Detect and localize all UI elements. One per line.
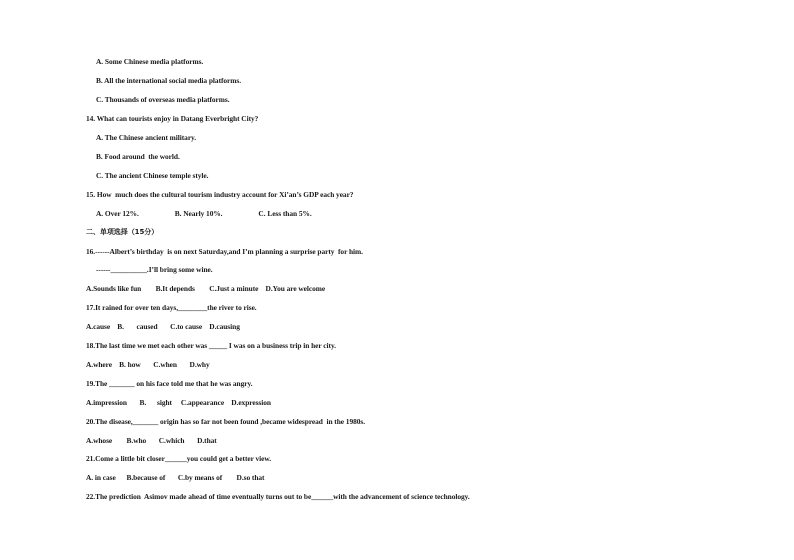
options-q19: A.impression B. sight C.appearance D.expression (86, 398, 271, 407)
options-q20: A.whose B.who C.which D.that (86, 436, 217, 445)
question-19: 19.The _______ on his face told me that he was angry. (86, 379, 253, 388)
question-20: 20.The disease,_______ origin has so far not been found ,became widespread in the 1980s. (86, 417, 366, 426)
options-q16: A.Sounds like fun B.It depends C.Just a minute D.You are welcome (86, 284, 326, 293)
question-16-reply: ------__________.I’ll bring some wine. (96, 265, 213, 274)
option-c-q13: C. Thousands of overseas media platforms. (96, 95, 230, 104)
option-c-q14: C. The ancient Chinese temple style. (96, 171, 209, 180)
question-15: 15. How much does the cultural tourism industry account for Xi’an’s GDP each year? (86, 190, 354, 199)
option-b-q13: B. All the international social media platforms. (96, 76, 241, 85)
options-q17: A.cause B. caused C.to cause D.causing (86, 322, 240, 331)
question-18: 18.The last time we met each other was _____ I was on a business trip in her city. (86, 341, 336, 350)
options-q15: A. Over 12%. B. Nearly 10%. C. Less than 5%. (96, 209, 312, 218)
option-a-q13: A. Some Chinese media platforms. (96, 57, 204, 66)
question-14: 14. What can tourists enjoy in Datang Everbright City? (86, 114, 259, 123)
question-16: 16.------Albert’s birthday is on next Saturday,and I’m planning a surprise party for him. (86, 247, 363, 256)
question-21: 21.Come a little bit closer______you could get a better view. (86, 454, 272, 463)
question-17: 17.It rained for over ten days,________the river to rise. (86, 303, 257, 312)
option-b-q14: B. Food around the world. (96, 152, 180, 161)
section-heading: 二、单项选择（15分） (86, 228, 159, 236)
option-a-q14: A. The Chinese ancient military. (96, 133, 197, 142)
options-q18: A.where B. how C.when D.why (86, 360, 210, 369)
options-q21: A. in case B.because of C.by means of D.so that (86, 473, 265, 482)
question-22: 22.The prediction Asimov made ahead of time eventually turns out to be______with the advancement of science technology. (86, 492, 470, 501)
